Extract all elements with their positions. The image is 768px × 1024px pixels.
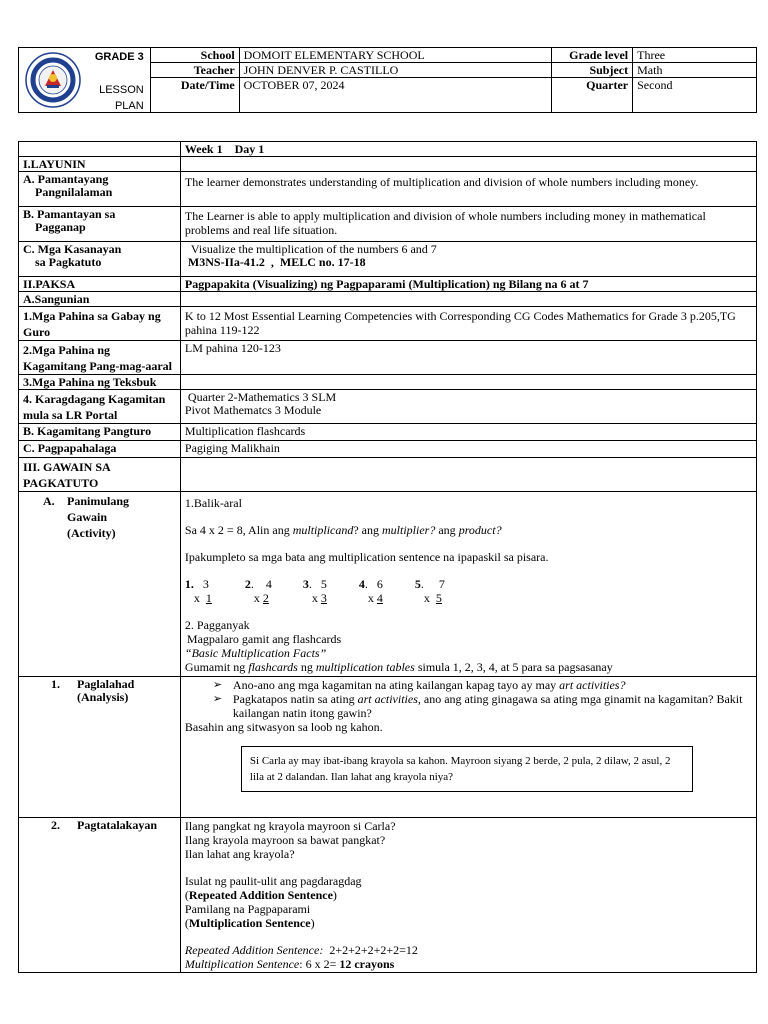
label-kagamitang-pang-mag-aaral: 2.Mga Pahina ng Kagamitang Pang-mag-aaral [19, 341, 181, 375]
discussion-content [180, 818, 756, 973]
balik-aral: 1.Balik-aral [184, 496, 242, 510]
tanong-3: Ilan lahat ang krayola? [184, 847, 295, 861]
lesson-plan-table [18, 141, 757, 973]
analysis-content [180, 677, 756, 818]
text-kagamitang-pang-mag-aaral: LM pahina 120-123 [180, 341, 756, 375]
teacher-value: JOHN DENVER P. CASTILLO [239, 63, 552, 78]
table-row [19, 277, 757, 292]
text-paksa: Pagpapakita (Visualizing) ng Pagpaparami (Multiplication) ng Bilang na 6 at 7 [180, 277, 756, 292]
table-row [19, 390, 757, 424]
label-kagamitang-pangturo: B. Kagamitang Pangturo [19, 424, 181, 441]
problem-1: 1. 3 x 1 [184, 577, 212, 605]
date-label: Date/Time [150, 78, 239, 113]
logo-cell [19, 48, 151, 113]
text-pamantayan-sa-pagganap: The Learner is able to apply multiplication and division of whole numbers including money in mathematical problems and real life situation. [180, 207, 756, 242]
problem-3: 3. 5 x 3 [302, 577, 327, 605]
tanong-1: Ilang pangkat ng krayola mayroon si Carla? [184, 819, 396, 833]
subject-value: Math [633, 63, 757, 78]
section-paksa: II.PAKSA [19, 277, 181, 292]
pamilang-text: Pamilang na Pagpaparami [184, 902, 311, 916]
problem-4: 4. 6 x 4 [358, 577, 383, 605]
isulat-text: Isulat ng paulit-ulit ang pagdaragdag [184, 874, 362, 888]
teacher-label: Teacher [150, 63, 239, 78]
section-gawain: III. GAWAIN SA PAGKATUTO [19, 458, 181, 492]
quarter-value: Second [633, 78, 757, 113]
table-row [19, 172, 757, 207]
basahin-text: Basahin ang sitwasyon sa loob ng kahon. [184, 720, 383, 734]
pagganyak-line-2: “Basic Multiplication Facts” [184, 646, 327, 660]
table-row [19, 341, 757, 375]
question-text: Sa 4 x 2 = 8, Alin ang multiplicand? ang multiplier? ang product? [184, 523, 502, 537]
table-row [19, 677, 757, 818]
label-mga-kasanayan: C. Mga Kasanayan sa Pagkatuto [19, 242, 181, 277]
text-kagamitang-pangturo: Multiplication flashcards [180, 424, 756, 441]
table-row [19, 375, 757, 390]
text-pamantayang-pangnilalaman: The learner demonstrates understanding of multiplication and division of whole numbers including money. [180, 172, 756, 207]
text-pagpapahalaga: Pagiging Malikhain [180, 441, 756, 458]
table-row [19, 307, 757, 341]
section-sangunian: A.Sangunian [19, 292, 181, 307]
table-row [19, 441, 757, 458]
problem-2: 2. 4 x 2 [244, 577, 272, 605]
label-panimulang-gawain: A. Panimulang Gawain (Activity) [19, 492, 181, 677]
pagganyak-heading: 2. Pagganyak [184, 618, 250, 632]
week-day: Week 1 Day 1 [180, 142, 756, 157]
table-row [19, 142, 757, 157]
table-row [19, 242, 757, 277]
text-karagdagang-kagamitan: Quarter 2-Mathematics 3 SLM Pivot Mathematcs 3 Module [180, 390, 756, 424]
activity-content [180, 492, 756, 677]
label-pagtatalakayan: 2. Pagtatalakayan [19, 818, 181, 973]
label-pagpapahalaga: C. Pagpapahalaga [19, 441, 181, 458]
table-row [19, 492, 757, 677]
table-row [19, 292, 757, 307]
repeated-answer: Repeated Addition Sentence: 2+2+2+2+2+2=12 [184, 943, 418, 957]
ipakumpleto-text: Ipakumpleto sa mga bata ang multiplication sentence na ipapaskil sa pisara. [184, 550, 549, 564]
pagganyak-line-1: Magpalaro gamit ang flashcards [186, 632, 342, 646]
tanong-2: Ilang krayola mayroon sa bawat pangkat? [184, 833, 386, 847]
date-value: OCTOBER 07, 2024 [239, 78, 552, 113]
label-pamantayang-pangnilalaman: A. Pamantayang Pangnilalaman [19, 172, 181, 207]
lesson-plan-label: LESSON PLAN [99, 84, 144, 112]
grade-level-label: Grade level [552, 48, 633, 63]
quarter-label: Quarter [552, 78, 633, 113]
header-table [18, 47, 757, 113]
text-gabay-guro: K to 12 Most Essential Learning Competencies with Corresponding CG Codes Mathematics for Grade 3 p.205,TG pahina 119-122 [180, 307, 756, 341]
mult-answer: Multiplication Sentence: 6 x 2= 12 crayons [184, 957, 395, 971]
problem-5: 5. 7 x 5 [414, 577, 445, 605]
school-value: DOMOIT ELEMENTARY SCHOOL [239, 48, 552, 63]
label-paglalahad: 1. Paglalahad (Analysis) [19, 677, 181, 818]
grade-label: GRADE 3 [94, 51, 144, 63]
label-teksbuk: 3.Mga Pahina ng Teksbuk [19, 375, 181, 390]
mult-label: (Multiplication Sentence) [184, 916, 315, 930]
text-mga-kasanayan: Visualize the multiplication of the numbers 6 and 7 M3NS-IIa-41.2 , MELC no. 17-18 [180, 242, 756, 277]
analysis-questions [185, 678, 752, 720]
pagganyak-line-3: Gumamit ng flashcards ng multiplication tables simula 1, 2, 3, 4, at 5 para sa pagsasanay [184, 660, 613, 674]
label-karagdagang-kagamitan: 4. Karagdagang Kagamitan mula sa LR Portal [19, 390, 181, 424]
repeated-label: (Repeated Addition Sentence) [184, 888, 337, 902]
grade-level-value: Three [633, 48, 757, 63]
table-row [19, 458, 757, 492]
table-row [19, 157, 757, 172]
section-layunin: I.LAYUNIN [19, 157, 181, 172]
deped-seal-icon [25, 52, 81, 108]
list-item: ➢ Ano-ano ang mga kagamitan na ating kailangan kapag tayo ay may art activities? [213, 678, 752, 692]
multiplication-problems [185, 577, 752, 605]
table-row [19, 818, 757, 973]
subject-label: Subject [552, 63, 633, 78]
label-gabay-guro: 1.Mga Pahina sa Gabay ng Guro [19, 307, 181, 341]
table-row [19, 424, 757, 441]
list-item: ➢ Pagkatapos natin sa ating art activities, ano ang ating ginagawa sa ating mga ginamit na kagamitan? Bakit kailangan natin itong gawin? [213, 692, 752, 720]
table-row [19, 207, 757, 242]
school-label: School [150, 48, 239, 63]
situation-box: Si Carla ay may ibat-ibang krayola sa kahon. Mayroon siyang 2 berde, 2 pula, 2 dilaw, 2 asul, 2 lila at 2 dalandan. Ilan lahat ang krayola niya? [241, 746, 693, 792]
label-pamantayan-sa-pagganap: B. Pamantayan sa Pagganap [19, 207, 181, 242]
